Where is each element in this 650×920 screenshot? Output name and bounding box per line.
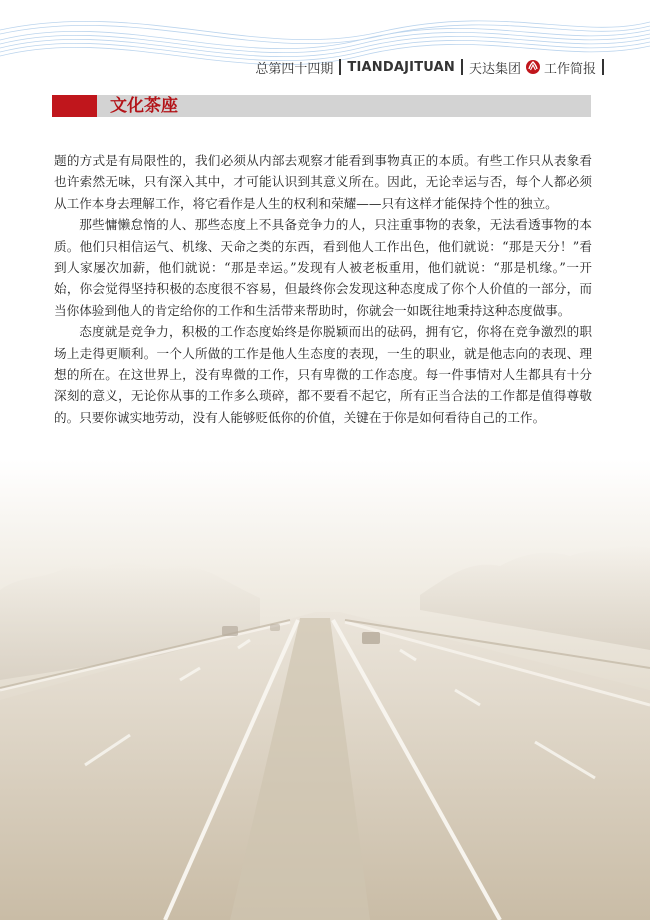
brand-chinese-name: 天达集团 (468, 61, 521, 77)
article-paragraph: 态度就是竞争力，积极的工作态度始终是你脱颖而出的砝码，拥有它，你将在竞争激烈的职场上走得更顺利。一个人所做的工作是他人生态度的表现，一生的职业，就是他志向的表现、理想的所在。在这世界上，没有卑微的工作，只有卑微的工作态度。每一件事情对人生都具有十分深刻的意义，无论你从事的工作多么琐碎，都不要看不起它，所有正当合法的工作都是值得尊敬的。只要你诚实地劳动，没有人能够贬低你的价值，关键在于你是如何看待自己的工作。 (54, 324, 592, 425)
header-divider (339, 59, 341, 75)
header-divider (461, 59, 463, 75)
article-body (54, 150, 592, 428)
section-accent-block (52, 95, 97, 117)
issue-number: 总第四十四期 (255, 61, 334, 77)
brand-latin-name: TIANDAJITUAN (347, 59, 455, 75)
article-paragraph: 那些慵懒怠惰的人、那些态度上不具备竞争力的人，只注重事物的表象，无法看透事物的本质。他们只相信运气、机缘、天命之类的东西，看到他人工作出色，他们就说：“那是天分！”看到人家屡次加薪，他们就说：“那是幸运。”发现有人被老板重用，他们就说：“那是机缘。”一开始，你会觉得坚持积极的态度很不容易，但最终你会发现这种态度成了你个人价值的一部分，而当你体验到他人的肯定给你的工作和生活带来帮助时，你就会一如既往地秉持这种态度做事。 (54, 217, 592, 318)
section-heading-bar (52, 95, 591, 117)
section-title: 文化茶座 (110, 96, 178, 116)
publication-name: 工作简报 (543, 61, 596, 77)
header-divider (602, 59, 604, 75)
tianda-logo-icon (525, 59, 541, 75)
article-paragraph: 题的方式是有局限性的，我们必须从内部去观察才能看到事物真正的本质。有些工作只从表象看也许索然无味，只有深入其中，才可能认识到其意义所在。因此，无论幸运与否，每个人都必须从工作本身去理解工作，将它看作是人生的权利和荣耀——只有这样才能保持个性的独立。 (54, 153, 592, 211)
page-header (255, 57, 610, 77)
